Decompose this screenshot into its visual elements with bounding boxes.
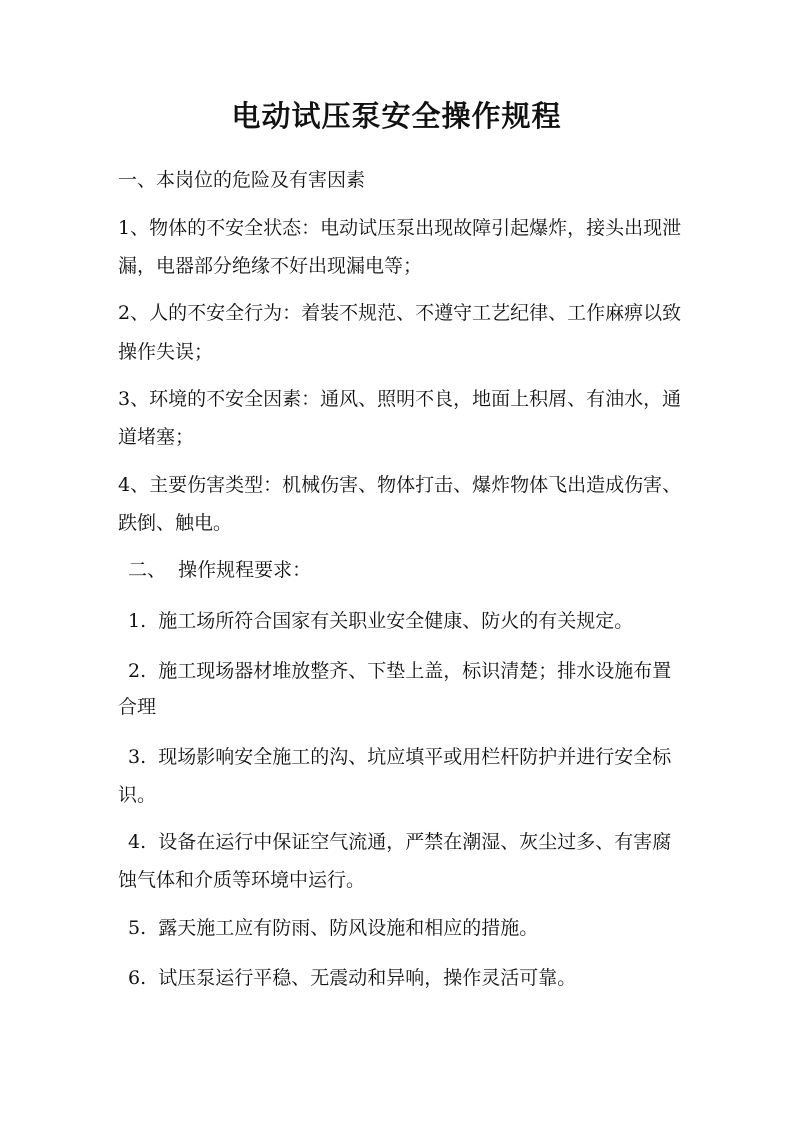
section-2-heading: 二、 操作规程要求：: [128, 559, 312, 581]
hazard-item-1-line-1: 1、物体的不安全状态：电动试压泵出现故障引起爆炸，接头出现泄: [118, 217, 682, 239]
rule-item-5-line-1: 5. 露天施工应有防雨、防风设施和相应的措施。: [128, 917, 539, 939]
hazard-item-2-line-2: 操作失误；: [118, 341, 214, 363]
hazard-item-1-line-2: 漏，电器部分绝缘不好出现漏电等；: [118, 255, 423, 277]
rule-item-4-line-1: 4. 设备在运行中保证空气流通，严禁在潮湿、灰尘过多、有害腐: [128, 831, 672, 853]
hazard-item-3-line-1: 3、环境的不安全因素：通风、照明不良，地面上积屑、有油水，通: [118, 388, 682, 410]
hazard-item-3-line-2: 道堵塞；: [118, 426, 195, 448]
rule-item-3-line-2: 识。: [118, 784, 157, 806]
document-title: 电动试压泵安全操作规程: [231, 99, 562, 133]
rule-item-2-line-2: 合理: [118, 696, 157, 718]
rule-item-6-line-1: 6. 试压泵运行平稳、无震动和异响，操作灵活可靠。: [128, 967, 577, 989]
rule-item-3-line-1: 3. 现场影响安全施工的沟、坑应填平或用栏杆防护并进行安全标: [128, 746, 672, 768]
rule-item-2-line-1: 2. 施工现场器材堆放整齐、下垫上盖，标识清楚；排水设施布置: [128, 660, 672, 682]
hazard-item-4-line-2: 跌倒、触电。: [118, 512, 233, 534]
rule-item-1-line-1: 1. 施工场所符合国家有关职业安全健康、防火的有关规定。: [128, 610, 634, 632]
rule-item-4-line-2: 蚀气体和介质等环境中运行。: [118, 869, 366, 891]
hazard-item-4-line-1: 4、主要伤害类型：机械伤害、物体打击、爆炸物体飞出造成伤害、: [118, 474, 682, 496]
hazard-item-2-line-1: 2、人的不安全行为：着装不规范、不遵守工艺纪律、工作麻痹以致: [118, 302, 682, 324]
section-1-heading: 一、本岗位的危险及有害因素: [118, 169, 366, 191]
